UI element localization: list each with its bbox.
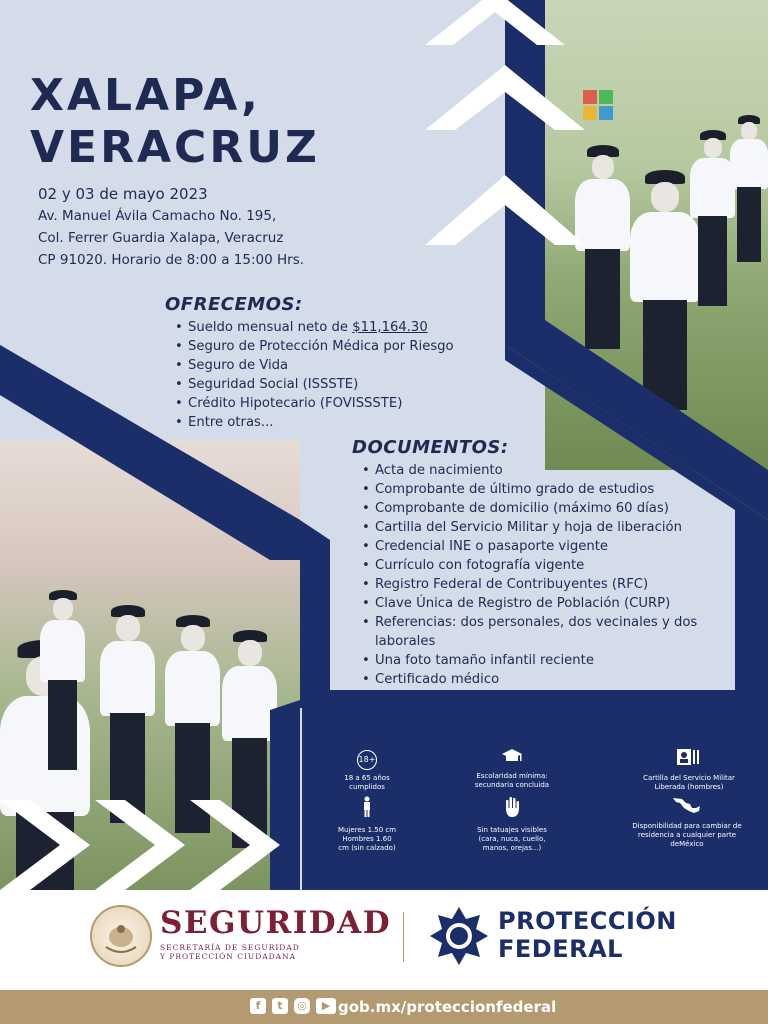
list-item: • Certificado médico: [360, 670, 720, 689]
page-title: [30, 70, 320, 174]
age-18-icon: 18+: [302, 748, 432, 770]
seguridad-subtitle: [160, 943, 300, 961]
chevron-arrows-bottom: [0, 800, 300, 890]
list-item: • Seguro de Vida: [173, 356, 454, 375]
twitter-icon[interactable]: t: [272, 998, 288, 1014]
list-item: • Credencial INE o pasaporte vigente: [360, 537, 720, 556]
facebook-icon[interactable]: f: [250, 998, 266, 1014]
pf-line: PROTECCIÓN: [498, 907, 677, 935]
list-item: • Seguro de Protección Médica por Riesgo: [173, 337, 454, 356]
list-item: • Crédito Hipotecario (FOVISSSTE): [173, 394, 454, 413]
title-line-1: XALAPA,: [30, 70, 261, 121]
ofrecemos-title: OFRECEMOS:: [165, 294, 303, 315]
list-item: • Comprobante de último grado de estudios: [360, 480, 720, 499]
event-address-line: Av. Manuel Ávila Camacho No. 195,: [38, 208, 277, 224]
graduation-cap-icon: [447, 748, 577, 768]
footer-divider: [403, 912, 404, 962]
seguridad-subtitle-line: Y PROTECCIÓN CIUDADANA: [160, 952, 297, 961]
instagram-icon[interactable]: ◎: [294, 998, 310, 1014]
list-item: • Clave Única de Registro de Población (CURP): [360, 594, 720, 613]
requirement-height: [302, 796, 432, 853]
event-date: 02 y 03 de mayo 2023: [38, 185, 208, 203]
list-item: • Currículo con fotografía vigente: [360, 556, 720, 575]
event-address-line: CP 91020. Horario de 8:00 a 15:00 Hrs.: [38, 252, 305, 268]
person-height-icon: [302, 796, 432, 822]
requirement-schooling: [447, 748, 577, 790]
proteccion-federal-badge-icon: [428, 905, 490, 967]
id-card-icon: [624, 748, 754, 770]
mexico-map-icon: [612, 796, 762, 818]
proteccion-federal-logo-text: [498, 907, 677, 963]
requirement-residence: [612, 796, 762, 849]
requirement-text: 18 a 65 años cumplidos: [344, 774, 390, 791]
requirement-age: [302, 748, 432, 792]
event-info: [38, 183, 304, 271]
chevron-arrows-top: [425, 0, 585, 250]
list-item: • Seguridad Social (ISSSTE): [173, 375, 454, 394]
list-item: • Entre otras...: [173, 413, 454, 432]
salary-value: $11,164.30: [352, 320, 428, 335]
event-address-line: Col. Ferrer Guardia Xalapa, Veracruz: [38, 230, 284, 246]
hand-icon: [447, 796, 577, 822]
seguridad-logo-text: SEGURIDAD: [160, 905, 392, 941]
requirement-text: Disponibilidad para cambiar de residencia a cualquier parte deMéxico: [632, 822, 742, 848]
requirement-text: Cartilla del Servicio Militar Liberada (hombres): [643, 774, 735, 791]
requirement-military: [624, 748, 754, 792]
requirement-tattoos: [447, 796, 577, 853]
requirements-panel: [302, 708, 768, 890]
requirement-text: Mujeres 1.50 cm Hombres 1.60 cm (sin calzado): [337, 826, 397, 852]
seguridad-subtitle-line: SECRETARÍA DE SEGURIDAD: [160, 943, 300, 952]
requirement-text: Sin tatuajes visibles (cara, nuca, cuello, manos, orejas...): [477, 826, 547, 852]
requirement-text: Escolaridad mínima: secundaria concluida: [474, 772, 550, 789]
website-link[interactable]: gob.mx/proteccionfederal: [338, 998, 557, 1016]
mexico-coat-of-arms-seal-icon: [90, 905, 152, 967]
list-item: • Acta de nacimiento: [360, 461, 720, 480]
list-item: • Una foto tamaño infantil reciente: [360, 651, 720, 670]
list-item: • Referencias: dos personales, dos vecinales y dos laborales: [360, 613, 720, 651]
social-icons: [250, 998, 336, 1014]
salary-prefix: Sueldo mensual neto de: [188, 320, 353, 335]
title-line-2: VERACRUZ: [30, 122, 320, 173]
documentos-list: [360, 461, 720, 689]
list-item: [173, 318, 454, 337]
pf-line: FEDERAL: [498, 935, 623, 963]
ofrecemos-list: [173, 318, 454, 432]
list-item: • Cartilla del Servicio Militar y hoja de liberación: [360, 518, 720, 537]
youtube-icon[interactable]: ▶: [316, 998, 336, 1014]
documentos-title: DOCUMENTOS:: [352, 437, 509, 458]
list-item: • Comprobante de domicilio (máximo 60 días): [360, 499, 720, 518]
list-item: • Registro Federal de Contribuyentes (RFC): [360, 575, 720, 594]
